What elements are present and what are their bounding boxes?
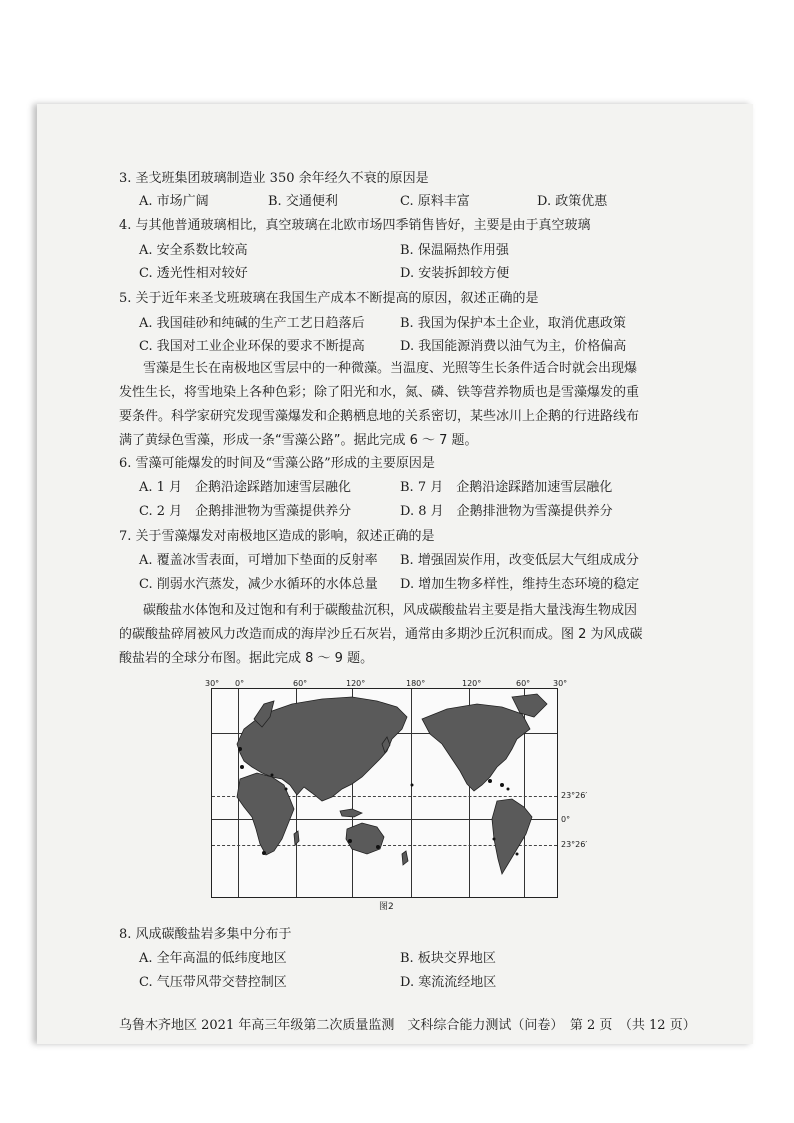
lon-label-30w: 30°: [205, 679, 220, 688]
new-zealand: [402, 851, 408, 865]
q7-option-b: B. 增强固炭作用，改变低层大气组成成分: [400, 553, 639, 568]
q4-option-c: C. 透光性相对较好: [139, 266, 248, 281]
q8-option-b: B. 板块交界地区: [400, 951, 496, 966]
continents: [212, 689, 557, 897]
q6-option-d: D. 8 月 企鹅排泄物为雪藻提供养分: [400, 504, 613, 519]
figure-caption: 图2: [379, 902, 394, 912]
q6-option-b: B. 7 月 企鹅沿途踩踏加速雪层融化: [400, 480, 613, 495]
q8-option-d: D. 寒流流经地区: [400, 975, 497, 990]
q8-option-c: C. 气压带风带交替控制区: [139, 975, 287, 990]
lon-label-60e: 60°: [293, 679, 308, 688]
lon-label-60w: 60°: [516, 679, 531, 688]
madagascar: [294, 831, 299, 845]
north-america: [422, 704, 530, 791]
q8-stem: 8. 风成碳酸盐岩多集中分布于: [119, 927, 292, 942]
q3-stem: 3. 圣戈班集团玻璃制造业 350 余年经久不衰的原因是: [119, 171, 429, 186]
q7-option-d: D. 增加生物多样性，维持生态环境的稳定: [400, 577, 640, 592]
passage1-line3: 要条件。科学家研究发现雪藻爆发和企鹅栖息地的关系密切，某些冰川上企鹅的行进路线布: [119, 409, 640, 424]
world-map: [211, 688, 558, 898]
q8-option-a: A. 全年高温的低纬度地区: [139, 951, 287, 966]
south-america: [492, 799, 532, 874]
passage1-line2: 发性生长，将雪地染上各种色彩；除了阳光和水，氮、磷、铁等营养物质也是雪藻爆发的重: [119, 385, 640, 400]
q4-stem: 4. 与其他普通玻璃相比，真空玻璃在北欧市场四季销售皆好，主要是由于真空玻璃: [119, 218, 591, 233]
lat-label-tropic-capricorn: 23°26′: [561, 840, 588, 849]
passage1-line1: 雪藻是生长在南极地区雪层中的一种微藻。当温度、光照等生长条件适合时就会出现爆: [143, 361, 638, 376]
q5-option-c: C. 我国对工业企业环保的要求不断提高: [139, 339, 365, 354]
q6-option-c: C. 2 月 企鹅排泄物为雪藻提供养分: [139, 504, 352, 519]
lon-label-0: 0°: [235, 679, 245, 688]
lat-label-equator: 0°: [561, 815, 571, 824]
indonesia: [340, 809, 362, 817]
passage2-line2: 的碳酸盐碎屑被风力改造而成的海岸沙丘石灰岩，通常由多期沙丘沉积而成。图 2 为风成碳: [119, 627, 643, 642]
q3-option-b: B. 交通便利: [268, 194, 338, 209]
q5-option-d: D. 我国能源消费以油气为主，价格偏高: [400, 339, 627, 354]
lat-label-tropic-cancer: 23°26′: [561, 791, 588, 800]
q3-option-c: C. 原料丰富: [400, 194, 470, 209]
q7-option-c: C. 削弱水汽蒸发，减少水循环的水体总量: [139, 577, 378, 592]
q5-option-a: A. 我国硅砂和纯碱的生产工艺日趋落后: [139, 316, 365, 331]
australia: [346, 823, 384, 854]
page-footer: 乌鲁木齐地区 2021 年高三年级第二次质量监测 文科综合能力测试（问卷） 第 2 页 （共 12 页）: [119, 1018, 696, 1033]
africa: [237, 773, 294, 855]
q3-option-d: D. 政策优惠: [537, 194, 608, 209]
lon-label-120e: 120°: [346, 679, 366, 688]
lon-label-120w: 120°: [462, 679, 482, 688]
passage1-line4: 满了黄绿色雪藻，形成一条“雪藻公路”。据此完成 6 ～ 7 题。: [119, 433, 478, 448]
q3-option-a: A. 市场广阔: [139, 194, 209, 209]
q4-option-b: B. 保温隔热作用强: [400, 243, 509, 258]
q4-option-a: A. 安全系数比较高: [139, 243, 248, 258]
passage2-line1: 碳酸盐水体饱和及过饱和有利于碳酸盐沉积，风成碳酸盐岩主要是指大量浅海生物成因: [143, 603, 638, 618]
q7-option-a: A. 覆盖冰雪表面，可增加下垫面的反射率: [139, 553, 378, 568]
q5-option-b: B. 我国为保护本土企业，取消优惠政策: [400, 316, 626, 331]
q6-stem: 6. 雪藻可能爆发的时间及“雪藻公路”形成的主要原因是: [119, 456, 435, 471]
lon-label-180: 180°: [406, 679, 426, 688]
q4-option-d: D. 安装拆卸较方便: [400, 266, 510, 281]
q6-option-a: A. 1 月 企鹅沿途踩踏加速雪层融化: [139, 480, 352, 495]
q7-stem: 7. 关于雪藻爆发对南极地区造成的影响，叙述正确的是: [119, 529, 435, 544]
passage2-line3: 酸盐岩的全球分布图。据此完成 8 ～ 9 题。: [119, 651, 374, 666]
lon-label-30w-right: 30°: [553, 679, 568, 688]
q5-stem: 5. 关于近年来圣戈班玻璃在我国生产成本不断提高的原因，叙述正确的是: [119, 291, 539, 306]
